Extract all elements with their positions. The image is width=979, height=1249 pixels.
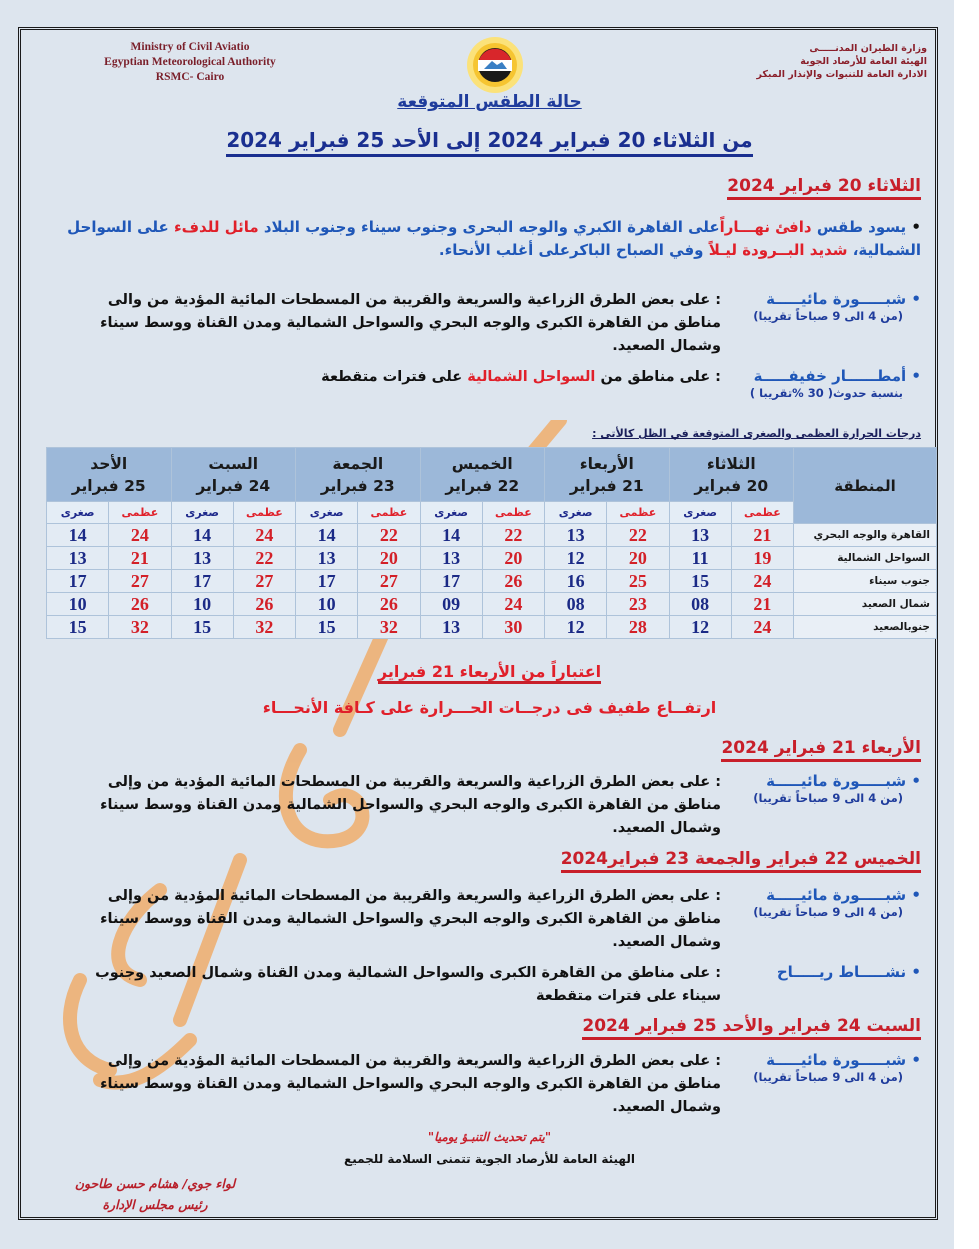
max-temp-cell: 24 [109, 524, 171, 547]
max-temp-cell: 27 [109, 570, 171, 593]
fog-time: (من 4 الى 9 صباحاً تقريبا) [753, 905, 903, 919]
min-label: صغرى [171, 502, 233, 524]
fog-time: (من 4 الى 9 صباحاً تقريبا) [753, 309, 903, 323]
max-label: عظمى [607, 502, 669, 524]
max-temp-cell: 27 [358, 570, 420, 593]
day34-heading [561, 849, 921, 869]
min-temp-cell: 15 [296, 616, 358, 639]
min-temp-cell: 13 [420, 616, 482, 639]
fog-description: : على بعض الطرق الزراعية والسريعة والقريبة من المسطحات المائية المؤدية من وإلى مناطق من القاهرة الكبرى والوجه البحري والسواحل الشمالية ومدن القناة ووسط سيناء وشمال الصعيد. [100, 888, 721, 950]
max-temp-cell: 24 [482, 593, 544, 616]
min-temp-cell: 15 [669, 570, 731, 593]
region-cell: جنوب سيناء [794, 570, 937, 593]
min-label: صغرى [669, 502, 731, 524]
max-label: عظمى [482, 502, 544, 524]
summary-part: على السواحل الشمالية، [67, 218, 921, 259]
fog-description: : على بعض الطرق الزراعية والسريعة والقريبة من المسطحات المائية المؤدية من وإلى مناطق من القاهرة الكبرى والوجه البحري والسواحل الشمالية ومدن القناة ووسط سيناء وشمال الصعيد. [100, 1053, 721, 1115]
page-title-text: حالة الطقس المتوقعة [397, 92, 582, 112]
max-temp-cell: 28 [607, 616, 669, 639]
min-temp-cell: 17 [420, 570, 482, 593]
rain-label [731, 366, 921, 400]
rain-description: : على مناطق من السواحل الشمالية على فترات متقطعة [321, 369, 721, 385]
min-temp-cell: 15 [171, 616, 233, 639]
max-temp-cell: 25 [607, 570, 669, 593]
day56-heading-text: السبت 24 فبراير والأحد 25 فبراير 2024 [582, 1016, 921, 1040]
max-temp-cell: 20 [358, 547, 420, 570]
header-english-line: Egyptian Meteorological Authority [104, 56, 276, 68]
rain-probability: بنسبة حدوث( 30 %تقريبا ) [749, 386, 903, 400]
region-header: المنطقة [794, 448, 937, 524]
rain-region-highlight: السواحل الشمالية [467, 369, 596, 385]
max-label: عظمى [233, 502, 295, 524]
fog-name: • شبـــــورة مائيـــــة [766, 886, 921, 904]
min-temp-cell: 12 [545, 547, 607, 570]
min-label: صغرى [47, 502, 109, 524]
min-temp-cell: 12 [545, 616, 607, 639]
max-temp-cell: 26 [482, 570, 544, 593]
header-arabic-line: وزارة الطيران المدنـــــى [809, 43, 927, 54]
min-temp-cell: 13 [47, 547, 109, 570]
table-caption-text: درجات الحرارة العظمى والصغرى المتوقعة في الظل كالأتى : [592, 427, 921, 440]
fog-name: • شبـــــورة مائيـــــة [766, 1051, 921, 1069]
table-caption [592, 427, 921, 440]
header-english [70, 40, 310, 85]
fog-name: • شبـــــورة مائيـــــة [766, 290, 921, 308]
fog-time: (من 4 الى 9 صباحاً تقريبا) [753, 1070, 903, 1084]
min-temp-cell: 14 [296, 524, 358, 547]
max-temp-cell: 21 [731, 593, 793, 616]
summary-part-highlight: دافئ نهـــاراً [719, 218, 812, 236]
day56-heading [582, 1016, 921, 1036]
min-temp-cell: 08 [669, 593, 731, 616]
max-temp-cell: 22 [607, 524, 669, 547]
min-temp-cell: 12 [669, 616, 731, 639]
max-temp-cell: 26 [233, 593, 295, 616]
signature [40, 1173, 270, 1215]
min-temp-cell: 15 [47, 616, 109, 639]
day34-fog-item [61, 885, 921, 960]
table-row [47, 593, 937, 616]
day2-fog-item [61, 771, 921, 846]
forecast-period-text: من الثلاثاء 20 فبراير 2024 إلى الأحد 25 فبراير 2024 [226, 128, 752, 157]
min-temp-cell: 13 [669, 524, 731, 547]
fog-label [731, 289, 921, 323]
min-temp-cell: 17 [47, 570, 109, 593]
min-temp-cell: 08 [545, 593, 607, 616]
notice-heading [0, 662, 979, 681]
right-margin-strip [954, 0, 979, 1249]
day2-heading [721, 738, 921, 758]
rain-name: • أمطــــــار خفيفـــــة [753, 367, 921, 385]
update-note: "يتم تحديث التنبـؤ يوميا" [427, 1130, 552, 1144]
wind-name: • نشـــــاط ريـــــاح [776, 963, 921, 981]
region-cell: القاهرة والوجه البحري [794, 524, 937, 547]
day1-fog-item [61, 289, 921, 369]
summary-part: يسود طقس [811, 218, 907, 236]
min-temp-cell: 16 [545, 570, 607, 593]
summary-part-highlight: مائل للدفء [173, 218, 259, 236]
day-header: الأحد 25 فبراير [47, 448, 172, 502]
day34-wind-item [61, 962, 921, 1012]
region-cell: شمال الصعيد [794, 593, 937, 616]
min-label: صغرى [296, 502, 358, 524]
max-label: عظمى [109, 502, 171, 524]
summary-part-highlight: شديد البــرودة ليـلاً [708, 241, 848, 259]
max-temp-cell: 32 [233, 616, 295, 639]
day-header: الجمعة 23 فبراير [296, 448, 421, 502]
min-temp-cell: 11 [669, 547, 731, 570]
wind-label [731, 962, 921, 981]
min-temp-cell: 14 [171, 524, 233, 547]
max-temp-cell: 22 [482, 524, 544, 547]
fog-name: • شبـــــورة مائيـــــة [766, 772, 921, 790]
safety-message: الهيئة العامة للأرصاد الجوية تتمنى السلامة للجميع [344, 1152, 635, 1166]
summary-part: وفي الصباح الباكرعلى أغلب الأنحاء. [438, 241, 709, 259]
header-arabic-line: الهيئة العامة للأرصاد الجوية [800, 56, 927, 67]
signature-title: رئيس مجلس الإدارة [102, 1197, 208, 1212]
fog-label [731, 771, 921, 805]
max-temp-cell: 27 [233, 570, 295, 593]
min-label: صغرى [420, 502, 482, 524]
day1-heading [727, 176, 921, 196]
notice-heading-text: اعتباراً من الأربعاء 21 فبراير [378, 662, 601, 684]
max-temp-cell: 26 [109, 593, 171, 616]
max-temp-cell: 23 [607, 593, 669, 616]
summary-part: على القاهرة الكبري والوجه البحرى وجنوب سيناء وجنوب البلاد [258, 218, 720, 236]
table-row [47, 524, 937, 547]
header-english-line: RSMC- Cairo [155, 71, 225, 83]
fog-description: : على بعض الطرق الزراعية والسريعة والقريبة من المسطحات المائية المؤدية من والى مناطق من القاهرة الكبرى والوجه البحري والسواحل الشمالية ومدن القناة ووسط سيناء وشمال الصعيد. [100, 292, 721, 354]
signature-name: لواء جوي/ هشام حسن طاحون [74, 1176, 236, 1191]
table-row [47, 570, 937, 593]
ema-logo-icon [466, 36, 524, 94]
min-temp-cell: 13 [171, 547, 233, 570]
min-temp-cell: 09 [420, 593, 482, 616]
day34-heading-text: الخميس 22 فبراير والجمعة 23 فبراير2024 [561, 849, 921, 873]
max-temp-cell: 20 [607, 547, 669, 570]
day-header: السبت 24 فبراير [171, 448, 296, 502]
min-temp-cell: 17 [296, 570, 358, 593]
min-temp-cell: 14 [420, 524, 482, 547]
max-label: عظمى [731, 502, 793, 524]
fog-description: : على بعض الطرق الزراعية والسريعة والقريبة من المسطحات المائية المؤدية من وإلى مناطق من القاهرة الكبرى والوجه البحري والسواحل الشمالية ومدن القناة ووسط سيناء وشمال الصعيد. [100, 774, 721, 836]
min-temp-cell: 14 [47, 524, 109, 547]
max-temp-cell: 20 [482, 547, 544, 570]
region-cell: جنوبالصعيد [794, 616, 937, 639]
day-header: الثلاثاء 20 فبراير [669, 448, 794, 502]
max-temp-cell: 32 [109, 616, 171, 639]
max-temp-cell: 21 [731, 524, 793, 547]
bullet-icon: • [911, 218, 921, 236]
max-temp-cell: 24 [731, 616, 793, 639]
notice-text: ارتفــاع طفيف فى درجــات الحـــرارة على كـافة الأنحـــاء [262, 698, 717, 717]
min-temp-cell: 13 [420, 547, 482, 570]
min-temp-cell: 13 [545, 524, 607, 547]
fog-time: (من 4 الى 9 صباحاً تقريبا) [753, 791, 903, 805]
table-row [47, 616, 937, 639]
max-temp-cell: 26 [358, 593, 420, 616]
day56-fog-item [61, 1050, 921, 1125]
min-temp-cell: 10 [296, 593, 358, 616]
day-header: الأربعاء 21 فبراير [545, 448, 670, 502]
day-header: الخميس 22 فبراير [420, 448, 545, 502]
max-label: عظمى [358, 502, 420, 524]
min-temp-cell: 13 [296, 547, 358, 570]
temperature-table [46, 447, 937, 639]
table-row [47, 547, 937, 570]
header-arabic [707, 42, 927, 81]
forecast-period [0, 128, 979, 152]
max-temp-cell: 24 [233, 524, 295, 547]
max-temp-cell: 22 [358, 524, 420, 547]
max-temp-cell: 19 [731, 547, 793, 570]
fog-label [731, 885, 921, 919]
max-temp-cell: 24 [731, 570, 793, 593]
min-temp-cell: 17 [171, 570, 233, 593]
day1-summary [61, 216, 921, 262]
max-temp-cell: 21 [109, 547, 171, 570]
header-arabic-line: الادارة العامة للتنبوات والإنذار المبكر [756, 69, 927, 80]
region-cell: السواحل الشمالية [794, 547, 937, 570]
min-label: صغرى [545, 502, 607, 524]
fog-label [731, 1050, 921, 1084]
min-temp-cell: 10 [171, 593, 233, 616]
page-title [0, 92, 979, 112]
day1-rain-item [61, 366, 921, 416]
max-temp-cell: 22 [233, 547, 295, 570]
header-english-line: Ministry of Civil Aviatio [130, 41, 250, 53]
wind-description: : على مناطق من القاهرة الكبرى والسواحل الشمالية ومدن القناة وشمال الصعيد وجنوب سيناء على فترات متقطعة [95, 965, 721, 1004]
min-temp-cell: 10 [47, 593, 109, 616]
day2-heading-text: الأربعاء 21 فبراير 2024 [721, 738, 921, 762]
max-temp-cell: 32 [358, 616, 420, 639]
max-temp-cell: 30 [482, 616, 544, 639]
day1-heading-text: الثلاثاء 20 فبراير 2024 [727, 176, 921, 200]
